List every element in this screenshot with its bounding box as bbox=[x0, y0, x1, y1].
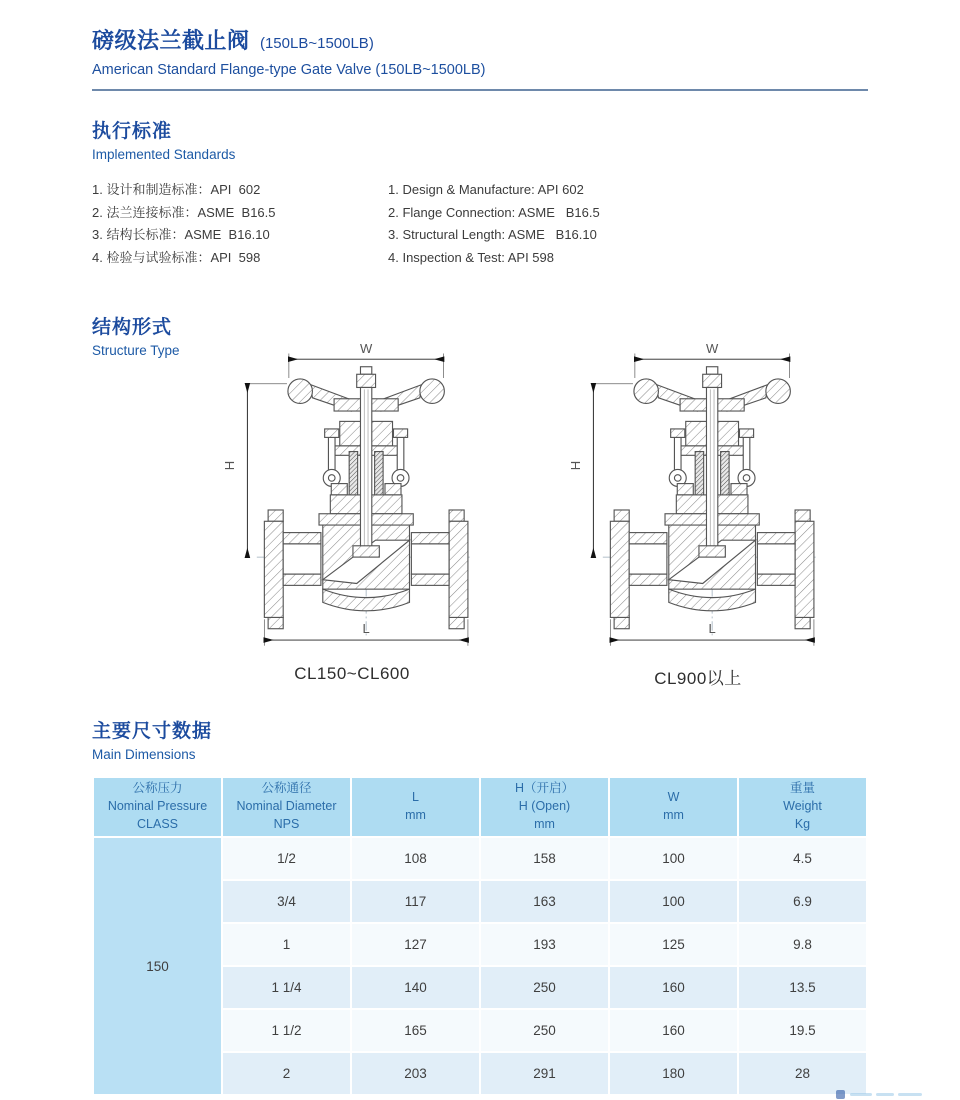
valve-cross-section-drawing bbox=[580, 346, 816, 657]
dimensions-table bbox=[92, 776, 868, 1096]
cell-nps: 1 bbox=[222, 923, 351, 966]
structure-heading-zh: 结构形式 bbox=[92, 317, 173, 338]
dim-label-h: H bbox=[568, 460, 584, 471]
table-row bbox=[93, 837, 867, 880]
table-header-row bbox=[93, 777, 867, 837]
cell-h: 291 bbox=[480, 1052, 609, 1095]
cell-w: 100 bbox=[609, 880, 738, 923]
cell-nps: 1/2 bbox=[222, 837, 351, 880]
cell-h: 163 bbox=[480, 880, 609, 923]
cell-kg: 19.5 bbox=[738, 1009, 867, 1052]
dim-label-l: L bbox=[362, 621, 370, 636]
cell-kg: 4.5 bbox=[738, 837, 867, 880]
cell-nps: 1 1/2 bbox=[222, 1009, 351, 1052]
cell-w: 160 bbox=[609, 966, 738, 1009]
cell-nps: 3/4 bbox=[222, 880, 351, 923]
structure-figure-cl900-plus bbox=[568, 341, 816, 689]
cell-l: 140 bbox=[351, 966, 480, 1009]
figure-caption: CL900以上 bbox=[654, 669, 742, 688]
standard-item: 2. 法兰连接标准：ASME B16.5 bbox=[92, 204, 276, 220]
cell-w: 100 bbox=[609, 837, 738, 880]
section-main-dimensions bbox=[92, 716, 868, 1096]
cell-kg: 28 bbox=[738, 1052, 867, 1095]
standards-heading-zh: 执行标准 bbox=[92, 121, 173, 142]
standard-item: 3. Structural Length: ASME B16.10 bbox=[388, 227, 597, 243]
cell-w: 160 bbox=[609, 1009, 738, 1052]
dimensions-heading-en: Main Dimensions bbox=[92, 747, 196, 762]
standards-list-zh bbox=[92, 179, 388, 270]
dimensions-heading-zh: 主要尺寸数据 bbox=[92, 721, 213, 742]
standard-item: 4. Inspection & Test: API 598 bbox=[388, 250, 554, 266]
structure-heading-en: Structure Type bbox=[92, 343, 180, 358]
cell-h: 250 bbox=[480, 1009, 609, 1052]
cell-l: 108 bbox=[351, 837, 480, 880]
cell-kg: 9.8 bbox=[738, 923, 867, 966]
footer-logo-icon bbox=[836, 1090, 845, 1099]
class-cell: 150 bbox=[93, 837, 222, 1095]
cell-l: 127 bbox=[351, 923, 480, 966]
page-title-zh: 磅级法兰截止阀 bbox=[92, 28, 250, 53]
col-header-nominal-diameter: 公称通径 Nominal Diameter NPS bbox=[222, 777, 351, 837]
col-header-nominal-pressure: 公称压力 Nominal Pressure CLASS bbox=[93, 777, 222, 837]
standard-item: 1. 设计和制造标准：API 602 bbox=[92, 182, 261, 197]
standards-heading-en: Implemented Standards bbox=[92, 147, 236, 162]
standard-item: 3. 结构长标准：ASME B16.10 bbox=[92, 227, 270, 243]
cell-l: 165 bbox=[351, 1009, 480, 1052]
cell-kg: 6.9 bbox=[738, 880, 867, 923]
section-implemented-standards bbox=[92, 116, 868, 270]
page-title bbox=[92, 24, 868, 55]
cell-nps: 2 bbox=[222, 1052, 351, 1095]
col-header-weight: 重量 Weight Kg bbox=[738, 777, 867, 837]
standard-item: 2. Flange Connection: ASME B16.5 bbox=[388, 204, 600, 220]
title-divider bbox=[92, 89, 868, 91]
dim-label-l: L bbox=[708, 621, 716, 636]
standard-item: 4. 检验与试验标准：API 598 bbox=[92, 250, 261, 266]
page-header bbox=[92, 24, 868, 91]
standard-item: 1. Design & Manufacture: API 602 bbox=[388, 182, 584, 197]
col-header-h-open: H（开启） H (Open) mm bbox=[480, 777, 609, 837]
valve-cross-section-drawing bbox=[234, 346, 470, 657]
dim-label-w: W bbox=[360, 341, 373, 356]
cell-w: 180 bbox=[609, 1052, 738, 1095]
cell-l: 117 bbox=[351, 880, 480, 923]
col-header-w: W mm bbox=[609, 777, 738, 837]
page-title-en: American Standard Flange-type Gate Valve (150LB~1500LB) bbox=[92, 62, 486, 78]
cell-nps: 1 1/4 bbox=[222, 966, 351, 1009]
cell-w: 125 bbox=[609, 923, 738, 966]
cell-kg: 13.5 bbox=[738, 966, 867, 1009]
structure-figure-cl150-cl600 bbox=[222, 341, 470, 684]
cell-l: 203 bbox=[351, 1052, 480, 1095]
dim-label-h: H bbox=[222, 460, 238, 471]
cell-h: 250 bbox=[480, 966, 609, 1009]
standards-list-en bbox=[388, 179, 684, 270]
dim-label-w: W bbox=[706, 341, 719, 356]
cell-h: 158 bbox=[480, 837, 609, 880]
footer-logo bbox=[836, 1089, 926, 1100]
col-header-l: L mm bbox=[351, 777, 480, 837]
page-title-suffix: (150LB~1500LB) bbox=[259, 35, 374, 52]
figure-caption: CL150~CL600 bbox=[294, 664, 410, 683]
cell-h: 193 bbox=[480, 923, 609, 966]
